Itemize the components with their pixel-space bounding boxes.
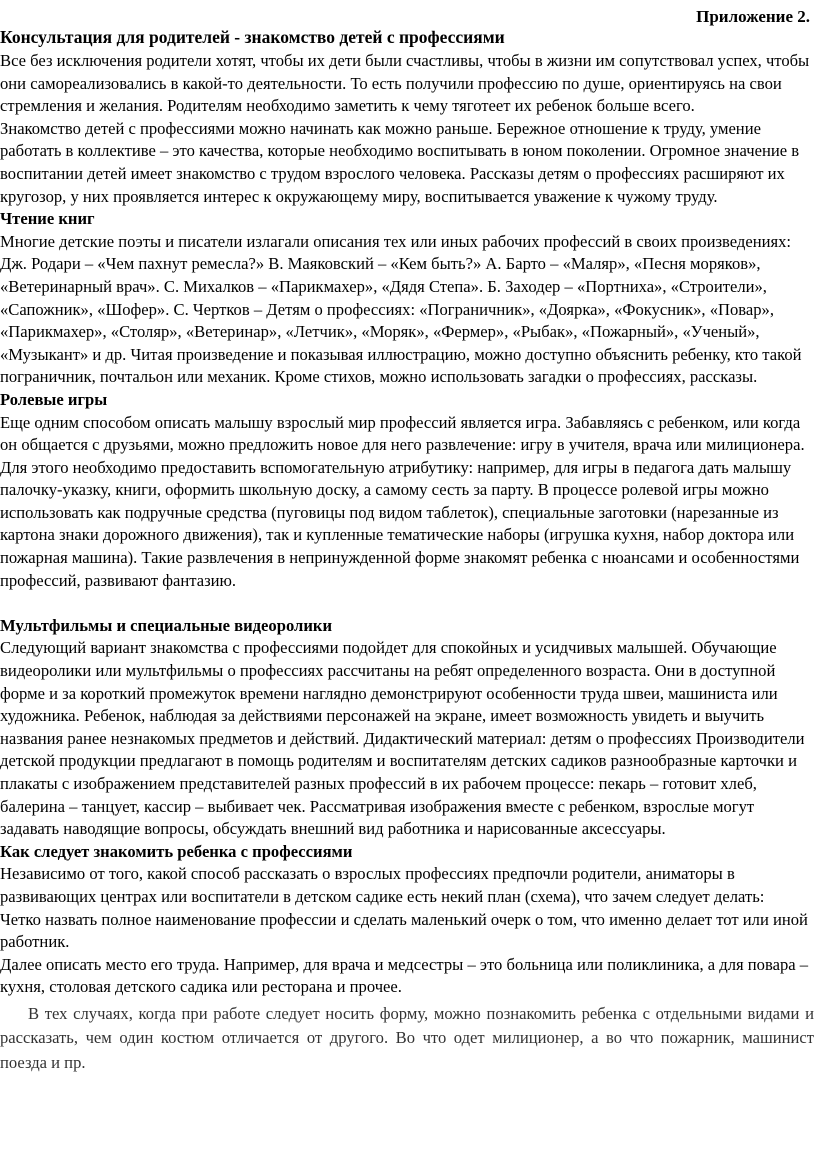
appendix-label: Приложение 2. <box>696 7 810 26</box>
intro-paragraph-2: Знакомство детей с профессиями можно начинать как можно раньше. Бережное отношение к труду, умение работать в коллективе – это качества, которые необходимо воспитывать в юном поколении. Огромное значение в воспитании детей имеет знакомство с трудом взрослого человека. Рассказы детям о профессиях расширяют их кругозор, у них проявляется интерес к окружающему миру, воспитывается уважение к чужому труду. <box>0 118 800 206</box>
section-text-howto-step-1: Четко назвать полное наименование профессии и сделать маленький очерк о том, что именно делает тот или иной работник. <box>0 909 808 952</box>
document-title: Консультация для родителей - знакомство детей с профессиями <box>0 27 505 47</box>
section-text-games: Еще одним способом описать малышу взрослый мир профессий является игра. Забавляясь с ребенком, или когда он общается с друзьями, можно предложить новое для него развлечение: игру в учителя, врача или милиционера. Для этого необходимо предоставить вспомогательную атрибутику: например, для игры в педагога дать малышу палочку-указку, книги, оформить школьную доску, а самому сесть за парту. В процессе ролевой игры можно использовать как подручные средства (пуговицы под видом таблеток), специальные заготовки (нарезанные из картона знаки дорожного движения), так и купленные тематические наборы (игрушка кухня, набор доктора или пожарная машина). Такие развлечения в непринужденной форме знакомят ребенка с нюансами и особенностями профессий, развивают фантазию. <box>0 412 805 590</box>
section-heading-howto: Как следует знакомить ребенка с профессиями <box>0 841 353 861</box>
intro-paragraph-1: Все без исключения родители хотят, чтобы их дети были счастливы, чтобы в жизни им сопутствовал успех, чтобы они самореализовались в какой-то деятельности. То есть получили профессию по душе, ориентируясь на свои стремления и желания. Родителям необходимо заметить к чему тяготеет их ребенок больше всего. <box>0 51 810 116</box>
document-body <box>0 50 814 1075</box>
section-text-howto-intro: Независимо от того, какой способ рассказать о взрослых профессиях предпочли родители, аниматоры в развивающих центрах или воспитатели в детском садике есть некий план (схема), что зачем следует делать: <box>0 864 765 906</box>
section-heading-reading: Чтение книг <box>0 209 95 229</box>
blank-line <box>0 592 814 615</box>
section-heading-cartoons: Мультфильмы и специальные видеоролики <box>0 615 333 635</box>
section-text-howto-step-3: В тех случаях, когда при работе следует носить форму, можно познакомить ребенка с отдельными видами и рассказать, чем один костюм отличается от другого. Во что одет милиционер, а во что пожарник, машинист поезда и пр. <box>0 1003 814 1072</box>
section-text-howto-step-2: Далее описать место его труда. Например, для врача и медсестры – это больница или поликлиника, а для повара – кухня, столовая детского садика или ресторана и прочее. <box>0 954 809 997</box>
section-heading-games: Ролевые игры <box>0 389 108 409</box>
section-text-cartoons: Следующий вариант знакомства с профессиями подойдет для спокойных и усидчивых малышей. Обучающие видеоролики или мультфильмы о профессиях рассчитаны на ребят определенного возраста. Они в доступной форме и за короткий промежуток времени наглядно демонстрируют особенности труда швеи, машиниста или художника. Ребенок, наблюдая за действиями персонажей на экране, имеет возможность увидеть и выучить названия ранее незнакомых предметов и действий. Дидактический материал: детям о профессиях Производители детской продукции предлагают в помощь родителям и воспитателям детских садиков разнообразные карточки и плакаты с изображением представителей разных профессий в их рабочем процессе: пекарь – готовит хлеб, балерина – танцует, кассир – выбивает чек. Рассматривая изображения вместе с ребенком, взрослые могут задавать наводящие вопросы, обсуждать внешний вид работника и нарисованные аксессуары. <box>0 638 805 839</box>
section-text-reading: Многие детские поэты и писатели излагали описания тех или иных рабочих профессий в своих произведениях: Дж. Родари – «Чем пахнут ремесла?» В. Маяковский – «Кем быть?» А. Барто – «Маляр», «Песня моряков», «Ветеринарный врач». С. Михалков – «Парикмахер», «Дядя Степа». Б. Заходер – «Портниха», «Строители», «Сапожник», «Шофер». С. Чертков – Детям о профессиях: «Пограничник», «Доярка», «Фокусник», «Повар», «Парикмахер», «Столяр», «Ветеринар», «Летчик», «Моряк», «Фермер», «Рыбак», «Пожарный», «Ученый», «Музыкант» и др. Читая произведение и показывая иллюстрацию, можно доступно объяснить ребенку, кто такой пограничник, почтальон или механик. Кроме стихов, можно использовать загадки о профессиях, рассказы. <box>0 231 802 387</box>
